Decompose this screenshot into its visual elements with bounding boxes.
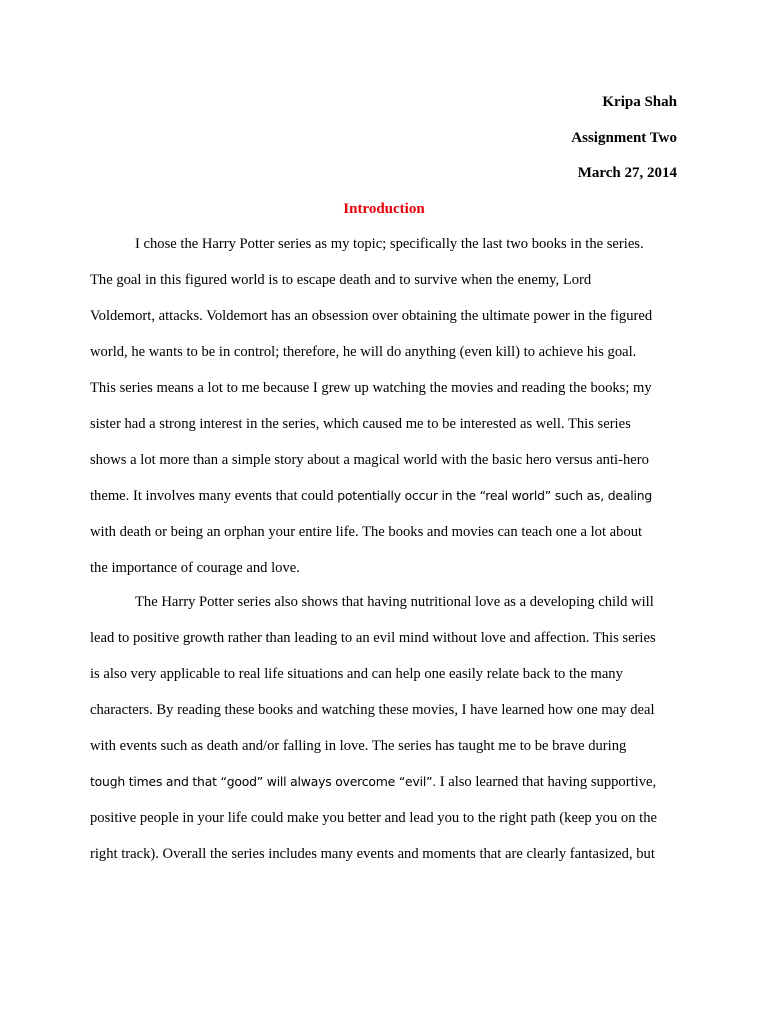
paragraph-line: is also very applicable to real life situations and can help one easily relate back to the many [90,666,623,682]
paragraph-line: The Harry Potter series also shows that having nutritional love as a developing child will [135,594,654,610]
paragraph-line: Voldemort, attacks. Voldemort has an obsession over obtaining the ultimate power in the figured [90,308,653,324]
paragraph-line: with events such as death and/or falling in love. The series has taught me to be brave during [90,738,627,754]
paragraph-line: the importance of courage and love. [90,560,300,576]
paragraph-line: lead to positive growth rather than leading to an evil mind without love and affection. This series [90,630,656,646]
assignment-title: Assignment Two [571,130,677,146]
author-name: Kripa Shah [602,94,677,110]
paragraph-line: positive people in your life could make you better and lead you to the right path (keep you on the [90,810,657,826]
paragraph-line: I chose the Harry Potter series as my topic; specifically the last two books in the series. [135,236,644,252]
paragraph-line: characters. By reading these books and watching these movies, I have learned how one may deal [90,702,655,718]
paragraph-line: theme. It involves many events that could potentially occur in the “real world” such as, dealing [90,488,653,504]
paragraph-1 [90,226,680,586]
paragraph-line: sister had a strong interest in the series, which caused me to be interested as well. This series [90,416,631,432]
paragraph-line: right track). Overall the series includes many events and moments that are clearly fantasized, but [90,846,655,862]
paragraph-line: shows a lot more than a simple story about a magical world with the basic hero versus anti-hero [90,452,649,468]
document-date: March 27, 2014 [577,165,677,181]
paragraph-line: tough times and that “good” will always overcome “evil”. I also learned that having supportive, [90,774,657,790]
paragraph-line: This series means a lot to me because I grew up watching the movies and reading the books; my [90,380,652,396]
paragraph-line: The goal in this figured world is to escape death and to survive when the enemy, Lord [90,272,592,288]
section-title: Introduction [343,201,425,217]
paragraph-line: with death or being an orphan your entire life. The books and movies can teach one a lot about [90,524,643,540]
paragraph-2 [90,584,680,872]
paragraph-line: world, he wants to be in control; therefore, he will do anything (even kill) to achieve his goal. [90,344,637,360]
